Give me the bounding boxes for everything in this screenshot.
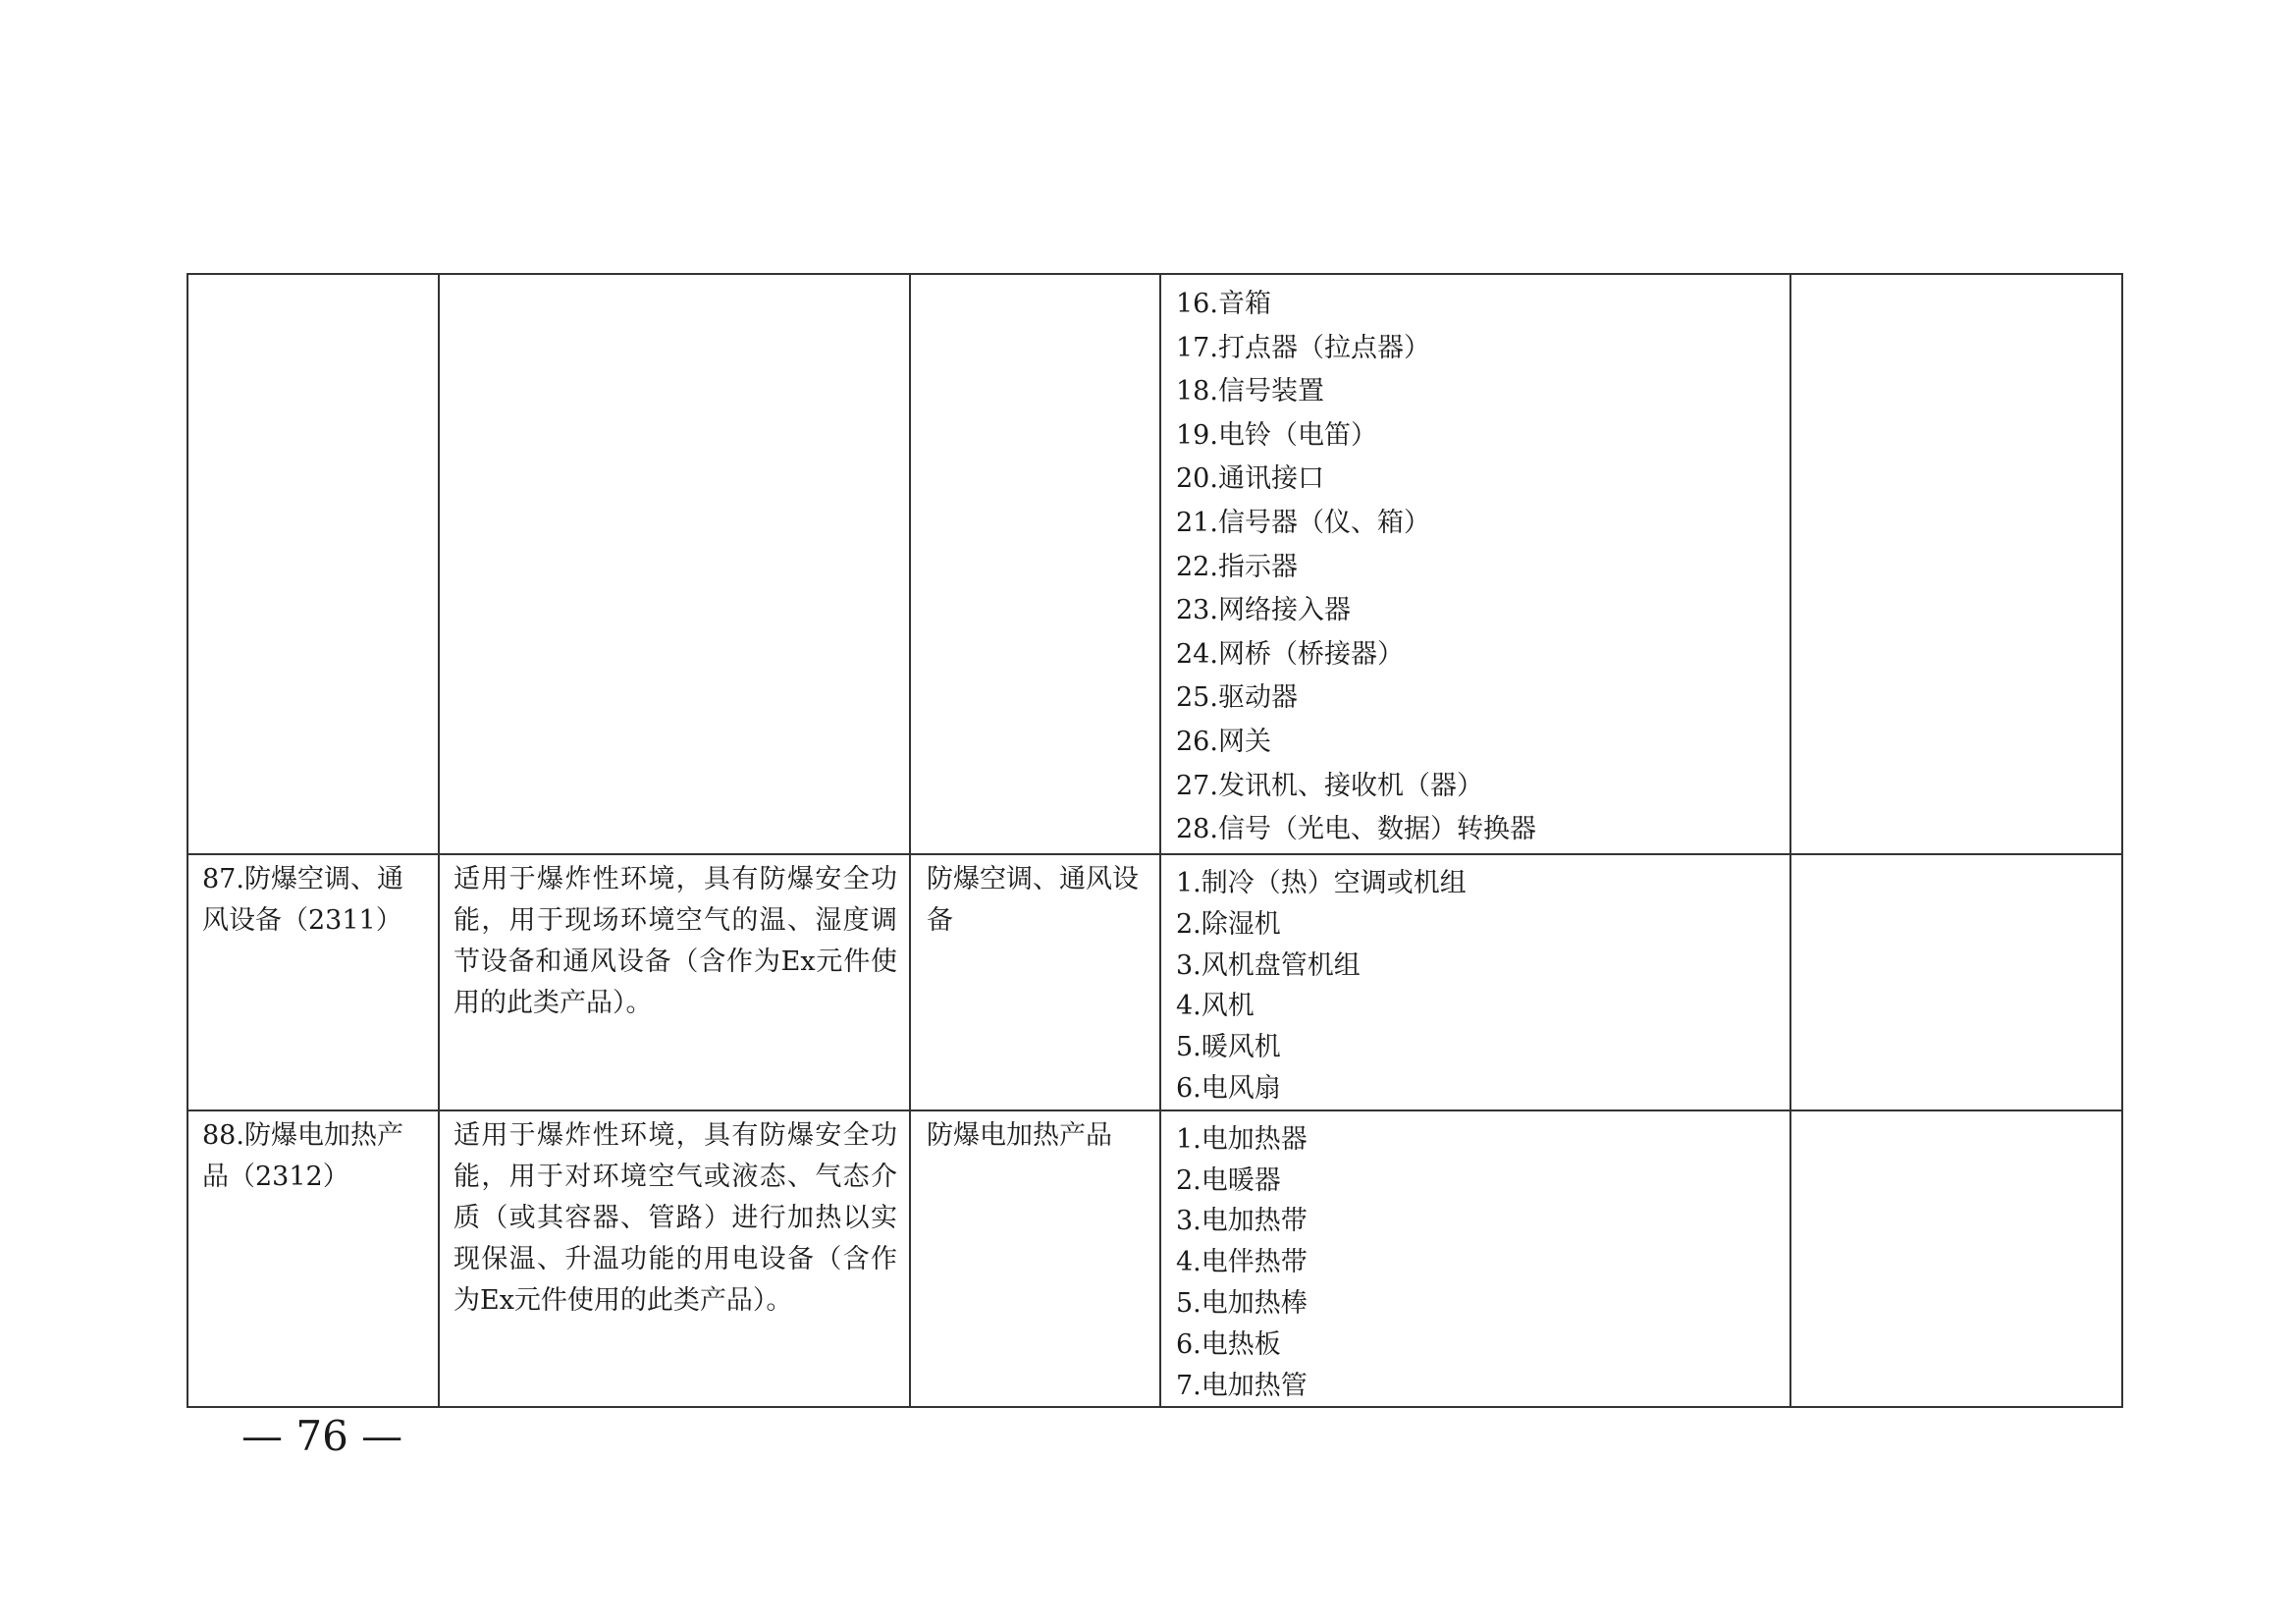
product-list-item: 28.信号（光电、数据）转换器	[1176, 814, 1536, 845]
table-row-continued	[187, 274, 2122, 854]
category-cell: 88.防爆电加热产品（2312）	[187, 1110, 439, 1408]
product-list-item: 21.信号器（仪、箱）	[1176, 507, 1430, 538]
product-list-item: 25.驱动器	[1176, 682, 1298, 714]
product-list-item: 17.打点器（拉点器）	[1176, 332, 1430, 363]
product-list-item: 4.风机	[1176, 991, 1255, 1022]
product-list-item: 20.通讯接口	[1176, 463, 1324, 495]
category-cell	[187, 274, 439, 854]
product-list-item: 16.音箱	[1176, 289, 1271, 319]
product-list-item: 26.网关	[1176, 726, 1271, 757]
product-list-item: 19.电铃（电笛）	[1176, 419, 1377, 451]
products-list	[1176, 1119, 1782, 1407]
product-list-item: 23.网络接入器	[1176, 595, 1351, 626]
product-list-item: 5.电加热棒	[1176, 1287, 1308, 1319]
description-cell	[439, 274, 910, 854]
product-list-item: 7.电加热管	[1176, 1370, 1308, 1401]
product-list-item: 24.网桥（桥接器）	[1176, 638, 1404, 670]
product-list-item: 3.电加热带	[1176, 1206, 1308, 1237]
product-list-item: 1.制冷（热）空调或机组	[1176, 868, 1467, 898]
product-catalog-table	[187, 273, 2123, 1408]
product-list-item: 27.发讯机、接收机（器）	[1176, 770, 1483, 801]
products-cell	[1160, 1110, 1790, 1408]
product-list-item: 4.电伴热带	[1176, 1247, 1308, 1278]
products-list	[1176, 863, 1782, 1110]
product-list-item: 3.风机盘管机组	[1176, 949, 1361, 981]
table-row	[187, 1110, 2122, 1408]
product-list-item: 6.电风扇	[1176, 1072, 1281, 1104]
product-list-item: 5.暖风机	[1176, 1032, 1281, 1063]
remark-cell	[1790, 1110, 2122, 1408]
remark-cell	[1790, 854, 2122, 1110]
page-number: — 76 —	[241, 1412, 403, 1460]
products-cell	[1160, 274, 1790, 854]
remark-cell	[1790, 274, 2122, 854]
product-list-item: 2.电暖器	[1176, 1164, 1281, 1196]
product-name-cell	[910, 274, 1160, 854]
product-name-cell: 防爆空调、通风设备	[910, 854, 1160, 1110]
products-cell	[1160, 854, 1790, 1110]
product-list-item: 22.指示器	[1176, 551, 1298, 582]
product-list-item: 18.信号装置	[1176, 376, 1324, 407]
product-list-item: 2.除湿机	[1176, 908, 1281, 940]
description-cell: 适用于爆炸性环境，具有防爆安全功能，用于对环境空气或液态、气态介质（或其容器、管路）进行加热以实现保温、升温功能的用电设备（含作为Ex元件使用的此类产品）。	[439, 1110, 910, 1408]
product-list-item: 6.电热板	[1176, 1328, 1281, 1360]
category-cell: 87.防爆空调、通风设备（2311）	[187, 854, 439, 1110]
product-list-item: 1.电加热器	[1176, 1123, 1308, 1155]
products-list	[1176, 283, 1782, 852]
table-row	[187, 854, 2122, 1110]
description-cell: 适用于爆炸性环境，具有防爆安全功能，用于现场环境空气的温、湿度调节设备和通风设备（含作为Ex元件使用的此类产品）。	[439, 854, 910, 1110]
product-name-cell: 防爆电加热产品	[910, 1110, 1160, 1408]
